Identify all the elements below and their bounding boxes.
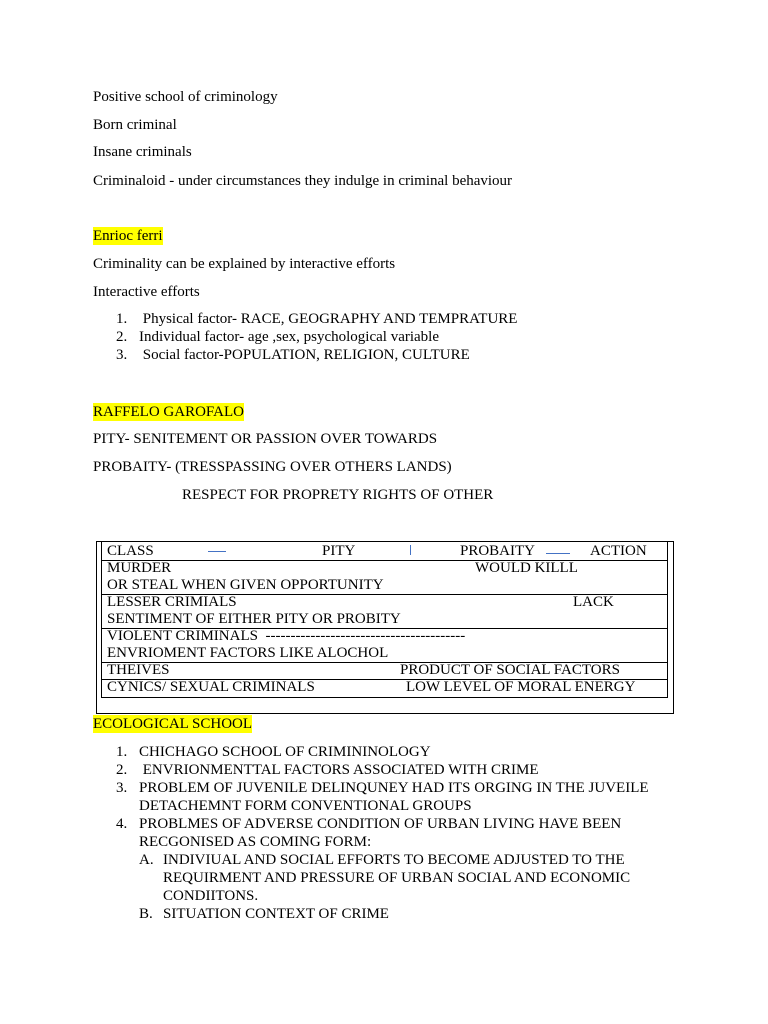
sublist-item-continuation: CONDIITONS.	[163, 888, 259, 904]
list-item: Physical factor- RACE, GEOGRAPHY AND TEMPRATURE	[139, 311, 518, 327]
table-cell: LESSER CRIMIALS	[107, 594, 237, 610]
ferri-line: Interactive efforts	[93, 284, 200, 300]
table-cell: THEIVES	[107, 662, 170, 678]
table-cell: MURDER	[107, 560, 172, 576]
ferri-heading: Enrioc ferri	[93, 228, 163, 244]
list-item: Individual factor- age ,sex, psychological variable	[139, 329, 439, 345]
list-number: 1.	[116, 311, 128, 327]
table-cell: VIOLENT CRIMINALS ----------------------------------------	[107, 628, 466, 644]
list-item-continuation: DETACHEMNT FORM CONVENTIONAL GROUPS	[139, 798, 472, 814]
table-cell: ENVRIOMENT FACTORS LIKE ALOCHOL	[107, 645, 389, 661]
table-divider	[101, 560, 668, 561]
sublist-item: SITUATION CONTEXT OF CRIME	[163, 906, 389, 922]
list-item: CHICHAGO SCHOOL OF CRIMININOLOGY	[139, 744, 431, 760]
ferri-line: Criminality can be explained by interactive efforts	[93, 256, 396, 272]
table-cell: LOW LEVEL OF MORAL ENERGY	[406, 679, 636, 695]
list-number: 2.	[116, 329, 128, 345]
intro-line: Criminaloid - under circumstances they indulge in criminal behaviour	[93, 173, 513, 189]
list-number: 1.	[116, 744, 128, 760]
table-header-cell: PROBAITY	[460, 543, 536, 559]
list-item: PROBLEM OF JUVENILE DELINQUNEY HAD ITS ORGING IN THE JUVEILE	[139, 780, 649, 796]
table-cell: LACK	[573, 594, 614, 610]
table-cell: WOULD KILLL	[475, 560, 578, 576]
sublist-item: INDIVIUAL AND SOCIAL EFFORTS TO BECOME ADJUSTED TO THE	[163, 852, 625, 868]
intro-line: Positive school of criminology	[93, 89, 278, 105]
list-number: 3.	[116, 780, 128, 796]
garofalo-line: RESPECT FOR PROPRETY RIGHTS OF OTHER	[182, 487, 494, 503]
decorative-mark	[208, 551, 226, 552]
sublist-letter: A.	[139, 852, 154, 868]
list-item: ENVRIONMENTTAL FACTORS ASSOCIATED WITH CRIME	[139, 762, 539, 778]
decorative-mark	[546, 553, 570, 554]
table-cell: PRODUCT OF SOCIAL FACTORS	[400, 662, 620, 678]
list-item: Social factor-POPULATION, RELIGION, CULTURE	[139, 347, 470, 363]
garofalo-line: PITY- SENITEMENT OR PASSION OVER TOWARDS	[93, 431, 438, 447]
table-header-cell: ACTION	[590, 543, 647, 559]
list-number: 2.	[116, 762, 128, 778]
ecological-heading: ECOLOGICAL SCHOOL	[93, 716, 253, 732]
table-cell: OR STEAL WHEN GIVEN OPPORTUNITY	[107, 577, 384, 593]
garofalo-heading: RAFFELO GAROFALO	[93, 404, 244, 420]
table-header-cell: CLASS	[107, 543, 154, 559]
decorative-mark	[410, 545, 411, 555]
list-item-continuation: RECGONISED AS COMING FORM:	[139, 834, 372, 850]
garofalo-line: PROBAITY- (TRESSPASSING OVER OTHERS LANDS)	[93, 459, 452, 475]
list-number: 3.	[116, 347, 128, 363]
list-number: 4.	[116, 816, 128, 832]
table-header-cell: PITY	[322, 543, 356, 559]
list-item: PROBLMES OF ADVERSE CONDITION OF URBAN LIVING HAVE BEEN	[139, 816, 622, 832]
table-cell: CYNICS/ SEXUAL CRIMINALS	[107, 679, 315, 695]
intro-line: Insane criminals	[93, 144, 192, 160]
sublist-letter: B.	[139, 906, 153, 922]
intro-line: Born criminal	[93, 117, 177, 133]
table-cell: SENTIMENT OF EITHER PITY OR PROBITY	[107, 611, 401, 627]
sublist-item-continuation: REQUIRMENT AND PRESSURE OF URBAN SOCIAL AND ECONOMIC	[163, 870, 631, 886]
